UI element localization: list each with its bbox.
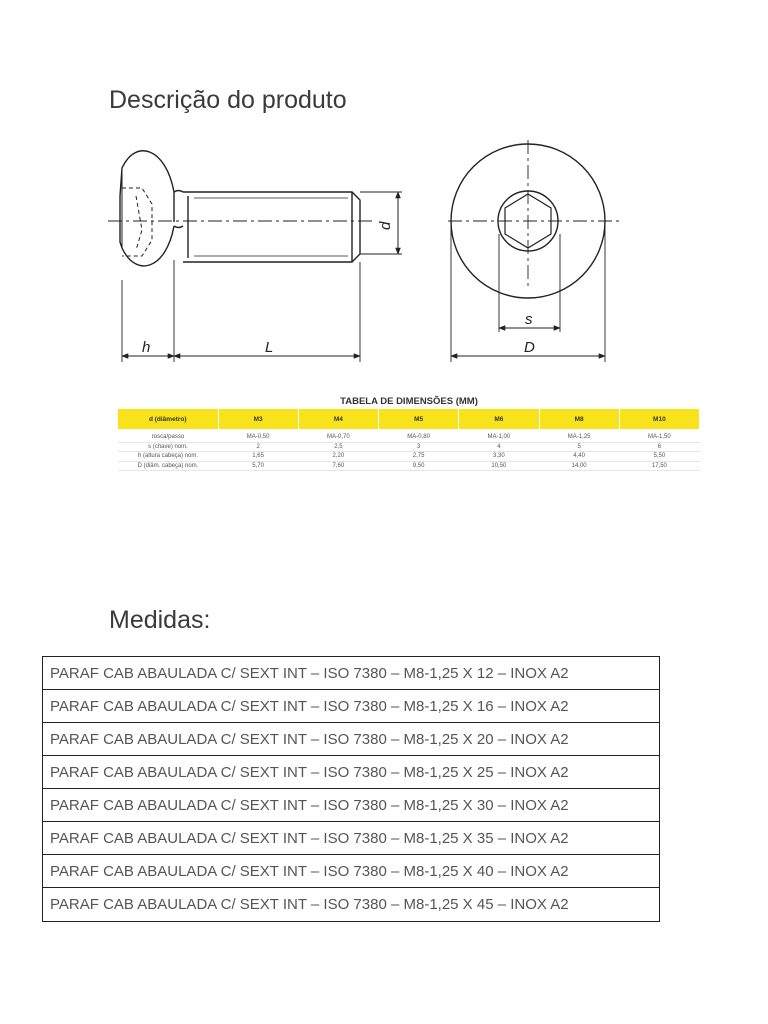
list-item: PARAF CAB ABAULADA C/ SEXT INT – ISO 7380 – M8-1,25 X 35 – INOX A2: [43, 822, 659, 855]
table-cell: 5: [539, 442, 619, 452]
measures-title: Medidas:: [109, 606, 211, 634]
table-cell: 3: [379, 442, 459, 452]
table-cell: MA-1,00: [459, 433, 539, 442]
page-title: Descrição do produto: [109, 86, 347, 114]
screw-technical-drawing: [108, 130, 628, 365]
list-item: PARAF CAB ABAULADA C/ SEXT INT – ISO 7380 – M8-1,25 X 30 – INOX A2: [43, 789, 659, 822]
side-view: [120, 151, 360, 266]
table-cell: 4: [459, 442, 539, 452]
list-item: PARAF CAB ABAULADA C/ SEXT INT – ISO 7380 – M8-1,25 X 16 – INOX A2: [43, 690, 659, 723]
dim-label-d: d: [377, 221, 394, 230]
header-cell: M4: [298, 409, 378, 429]
table-cell: MA-1,50: [619, 433, 699, 442]
table-cell: 10,50: [459, 461, 539, 471]
table-row: [118, 452, 700, 462]
table-cell: 3,30: [459, 452, 539, 462]
table-cell: 6: [619, 442, 699, 452]
table-cell: 14,00: [539, 461, 619, 471]
table-cell: h (altura cabeça) nom.: [118, 452, 218, 462]
table-row: [118, 442, 700, 452]
table-cell: 7,60: [298, 461, 378, 471]
list-item: PARAF CAB ABAULADA C/ SEXT INT – ISO 7380 – M8-1,25 X 25 – INOX A2: [43, 756, 659, 789]
table-cell: 4,40: [539, 452, 619, 462]
table-cell: MA-0,80: [379, 433, 459, 442]
table-cell: MA-0,70: [298, 433, 378, 442]
header-cell: M8: [539, 409, 619, 429]
list-item: PARAF CAB ABAULADA C/ SEXT INT – ISO 7380 – M8-1,25 X 20 – INOX A2: [43, 723, 659, 756]
table-cell: 2,5: [298, 442, 378, 452]
dimension-table-title: TABELA DE DIMENSÕES (MM): [340, 396, 478, 407]
measures-table: [42, 656, 660, 922]
table-row: [118, 461, 700, 471]
header-cell: M6: [459, 409, 539, 429]
list-item: PARAF CAB ABAULADA C/ SEXT INT – ISO 7380 – M8-1,25 X 12 – INOX A2: [43, 657, 659, 690]
dim-label-h: h: [142, 339, 151, 356]
table-cell: 17,50: [619, 461, 699, 471]
table-cell: 1,65: [218, 452, 298, 462]
table-cell: MA-0,50: [218, 433, 298, 442]
header-cell: M10: [619, 409, 699, 429]
table-cell: MA-1,25: [539, 433, 619, 442]
dimension-table: [118, 409, 700, 471]
header-cell: M3: [218, 409, 298, 429]
table-cell: D (diâm. cabeça) nom.: [118, 461, 218, 471]
table-row: [118, 433, 700, 442]
dimension-table-header: [118, 409, 700, 429]
table-cell: 5,50: [619, 452, 699, 462]
table-cell: 9,50: [379, 461, 459, 471]
list-item: PARAF CAB ABAULADA C/ SEXT INT – ISO 7380 – M8-1,25 X 40 – INOX A2: [43, 855, 659, 888]
dimension-lines: [122, 192, 605, 356]
list-item: PARAF CAB ABAULADA C/ SEXT INT – ISO 7380 – M8-1,25 X 45 – INOX A2: [50, 896, 569, 913]
table-cell: 2,20: [298, 452, 378, 462]
dim-label-L: L: [265, 339, 274, 356]
dim-label-s: s: [525, 311, 533, 328]
dim-label-D: D: [524, 339, 535, 356]
table-cell: 2: [218, 442, 298, 452]
table-cell: 5,70: [218, 461, 298, 471]
table-cell: 2,75: [379, 452, 459, 462]
table-cell: s (chave) nom.: [118, 442, 218, 452]
table-cell: rosca/passo: [118, 433, 218, 442]
header-cell: d (diâmetro): [118, 409, 218, 429]
header-cell: M5: [379, 409, 459, 429]
